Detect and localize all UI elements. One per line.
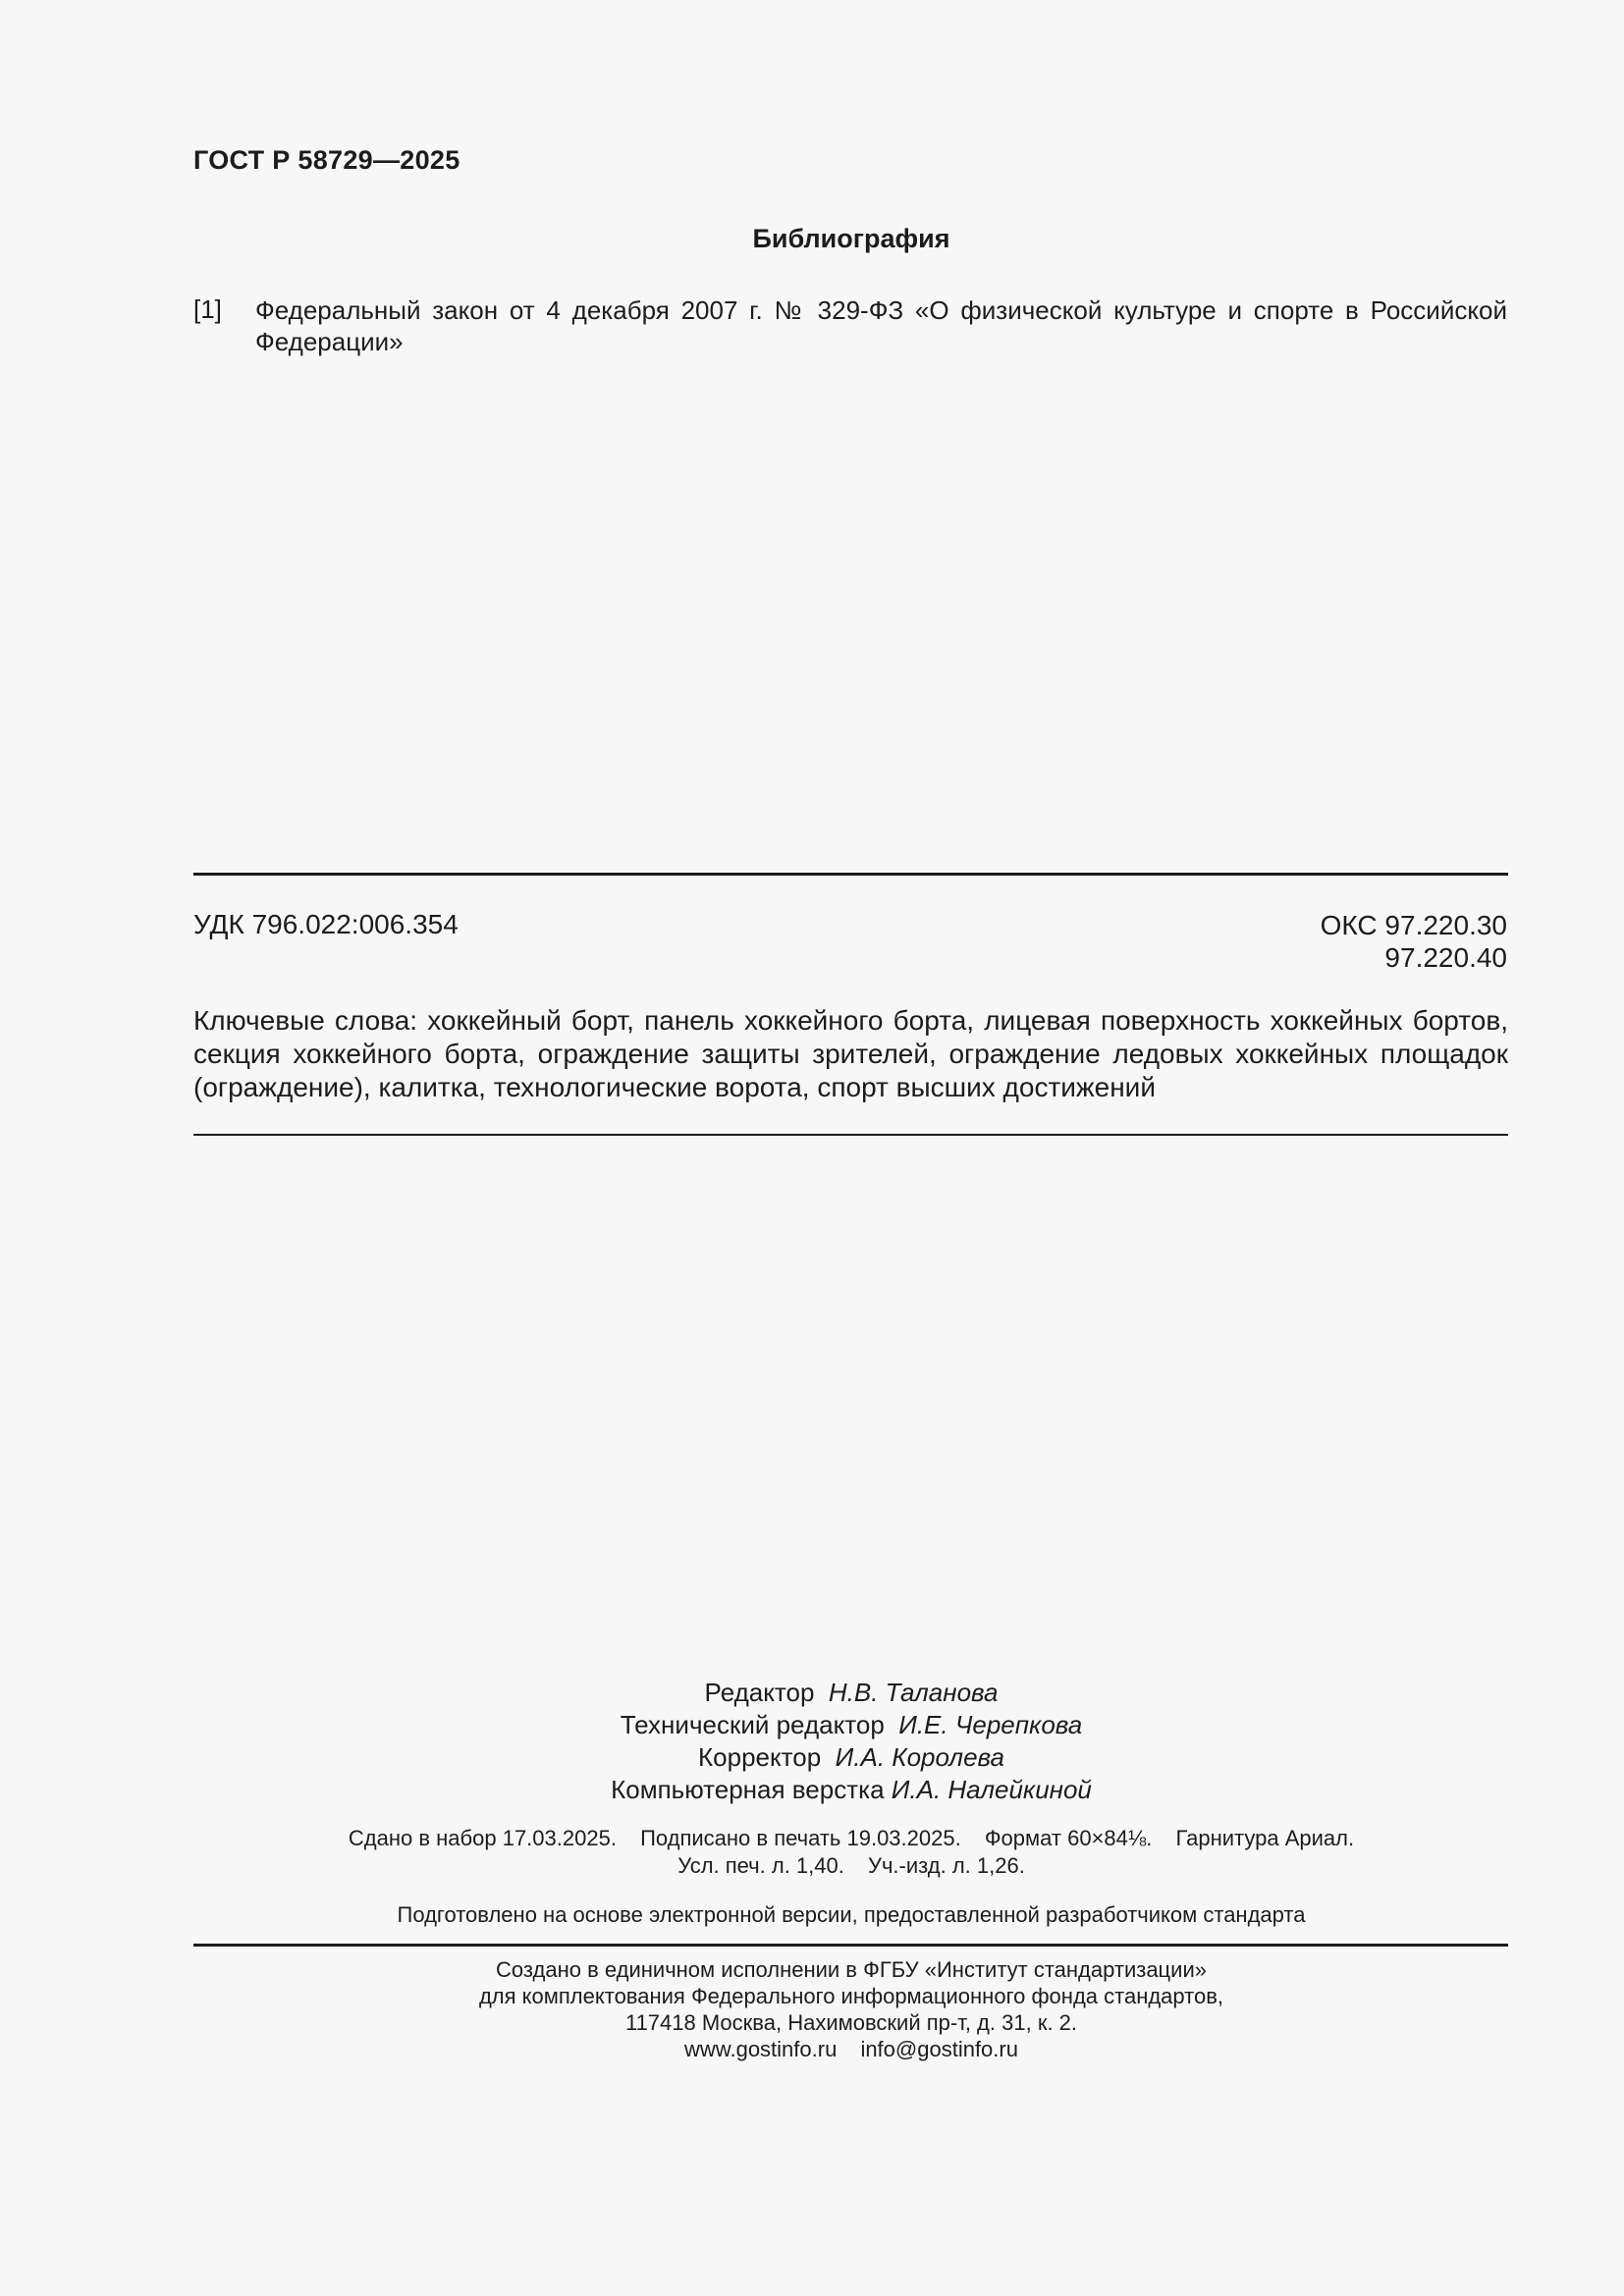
document-code: ГОСТ Р 58729—2025: [193, 145, 460, 175]
footer-line-2: для комплектования Федерального информационного фонда стандартов,: [478, 1984, 1224, 2008]
publisher-footer: [0, 1956, 1624, 2062]
footer-line-1: Создано в единичном исполнении в ФГБУ «Институт стандартизации»: [496, 1957, 1207, 1982]
divider-bottom: [193, 1944, 1508, 1947]
paper-format: Формат 60×84⅛.: [984, 1826, 1153, 1850]
bibliography-title: Библиография: [752, 224, 950, 253]
credit-role: Корректор: [698, 1742, 822, 1772]
keywords-paragraph: Ключевые слова: хоккейный борт, панель хоккейного борта, лицевая поверхность хоккейных бортов, секция хоккейного борта, ограждение защиты зрителей, ограждение ледовых хоккейных площадок (ограждение), калитка, технологические ворота, спорт высших достижений: [193, 1005, 1508, 1102]
email-link[interactable]: info@gostinfo.ru: [860, 2037, 1018, 2061]
printed-sheets: Усл. печ. л. 1,40.: [677, 1853, 844, 1878]
submitted-date: Сдано в набор 17.03.2025.: [348, 1826, 617, 1850]
edition-sheets: Уч.-изд. л. 1,26.: [867, 1853, 1025, 1878]
credit-line: [0, 1741, 1624, 1774]
bibliography-item-text: Федеральный закон от 4 декабря 2007 г. № 329-ФЗ «О физической культуре и спорте в Российской Федерации»: [255, 295, 1507, 356]
footer-line-3: 117418 Москва, Нахимовский пр-т, д. 31, к. 2.: [624, 2010, 1078, 2035]
credit-line: [0, 1677, 1624, 1709]
udk-code: УДК 796.022:006.354: [193, 909, 459, 939]
print-info-line-1: [0, 1825, 1624, 1852]
divider-top: [193, 873, 1508, 876]
bibliography-item-number: [1]: [193, 294, 222, 324]
credit-role: Редактор: [704, 1678, 815, 1707]
print-info-line-2: [0, 1852, 1624, 1880]
credit-line: [0, 1709, 1624, 1741]
oks-code-1: ОКС 97.220.30: [1320, 910, 1507, 940]
credits-block: [0, 1677, 1624, 1806]
typeface: Гарнитура Ариал.: [1175, 1826, 1355, 1850]
oks-codes: [1114, 909, 1507, 974]
credit-name: И.Е. Черепкова: [898, 1710, 1083, 1739]
credit-role: Компьютерная верстка: [611, 1775, 885, 1804]
prepared-note: Подготовлено на основе электронной версии, предоставленной разработчиком стандарта: [397, 1902, 1306, 1927]
credit-line: [0, 1774, 1624, 1806]
print-info: [0, 1825, 1624, 1880]
footer-contacts: [0, 2036, 1624, 2062]
oks-code-2: 97.220.40: [1384, 942, 1507, 973]
signed-date: Подписано в печать 19.03.2025.: [640, 1826, 961, 1850]
credit-role: Технический редактор: [620, 1710, 885, 1739]
credit-name: Н.В. Таланова: [828, 1678, 999, 1707]
credit-name: И.А. Королева: [835, 1742, 1004, 1772]
divider-middle: [193, 1134, 1508, 1136]
website-link[interactable]: www.gostinfo.ru: [684, 2037, 838, 2061]
credit-name: И.А. Налейкиной: [891, 1775, 1092, 1804]
